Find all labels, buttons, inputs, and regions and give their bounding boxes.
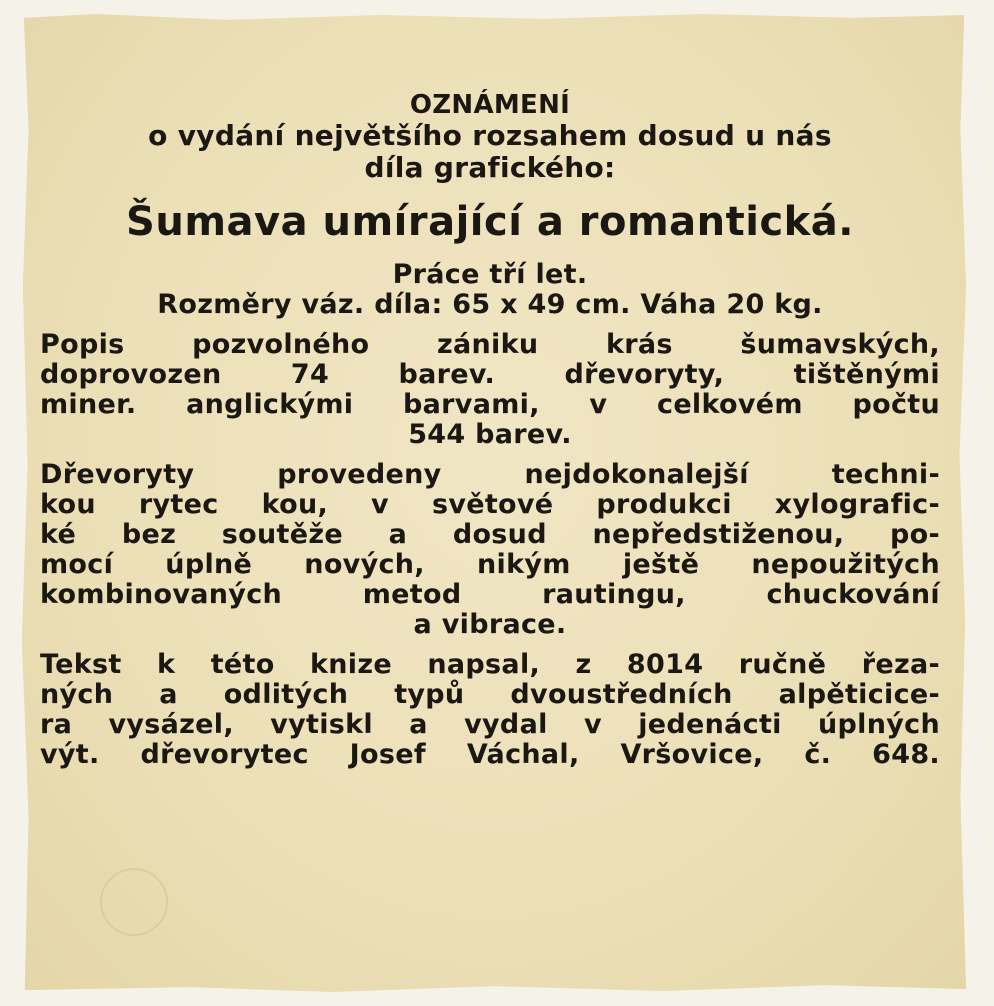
book-title: Šumava umírající a romantická. xyxy=(126,199,854,245)
paragraph-line: kombinovaných metod rautingu, chuckování xyxy=(40,579,940,610)
paragraph-line: a vibrace. xyxy=(413,609,567,640)
watermark-stamp-icon xyxy=(100,868,168,936)
intro-line: díla grafického: xyxy=(364,151,616,184)
paragraph-line: doprovozen 74 barev. dřevoryty, tištěnými xyxy=(40,359,940,390)
work-duration: Práce tří let. xyxy=(392,259,588,290)
paragraph-author xyxy=(40,650,940,770)
announcement-text xyxy=(40,90,940,770)
announcement-heading: OZNÁMENÍ xyxy=(409,90,571,120)
paragraph-line: Dřevoryty provedeny nejdokonalejší techni- xyxy=(40,459,940,490)
paragraph-line: Popis pozvolného zániku krás šumavských, xyxy=(40,329,940,360)
paragraph-line: miner. anglickými barvami, v celkovém počtu xyxy=(40,389,940,420)
paragraph-line: Tekst k této knize napsal, z 8014 ručně řeza- xyxy=(40,649,940,680)
dimensions-line: Rozměry váz. díla: 65 x 49 cm. Váha 20 kg. xyxy=(157,289,823,320)
paragraph-technique xyxy=(40,460,940,640)
paragraph-line: kou rytec kou, v světové produkci xylografic- xyxy=(40,489,940,520)
paragraph-line: ké bez soutěže a dosud nepředstiženou, po- xyxy=(40,519,940,550)
paragraph-description xyxy=(40,330,940,450)
paragraph-line: ných a odlitých typů dvoustředních alpěticice- xyxy=(40,679,940,710)
paragraph-line: výt. dřevorytec Josef Váchal, Vršovice, č. 648. xyxy=(40,739,940,770)
paragraph-line: 544 barev. xyxy=(408,419,572,450)
paragraph-line: ra vysázel, vytiskl a vydal v jedenácti úplných xyxy=(40,709,940,740)
paragraph-line: mocí úplně nových, nikým ještě nepoužitých xyxy=(40,549,940,580)
intro-line: o vydání největšího rozsahem dosud u nás xyxy=(148,119,832,152)
